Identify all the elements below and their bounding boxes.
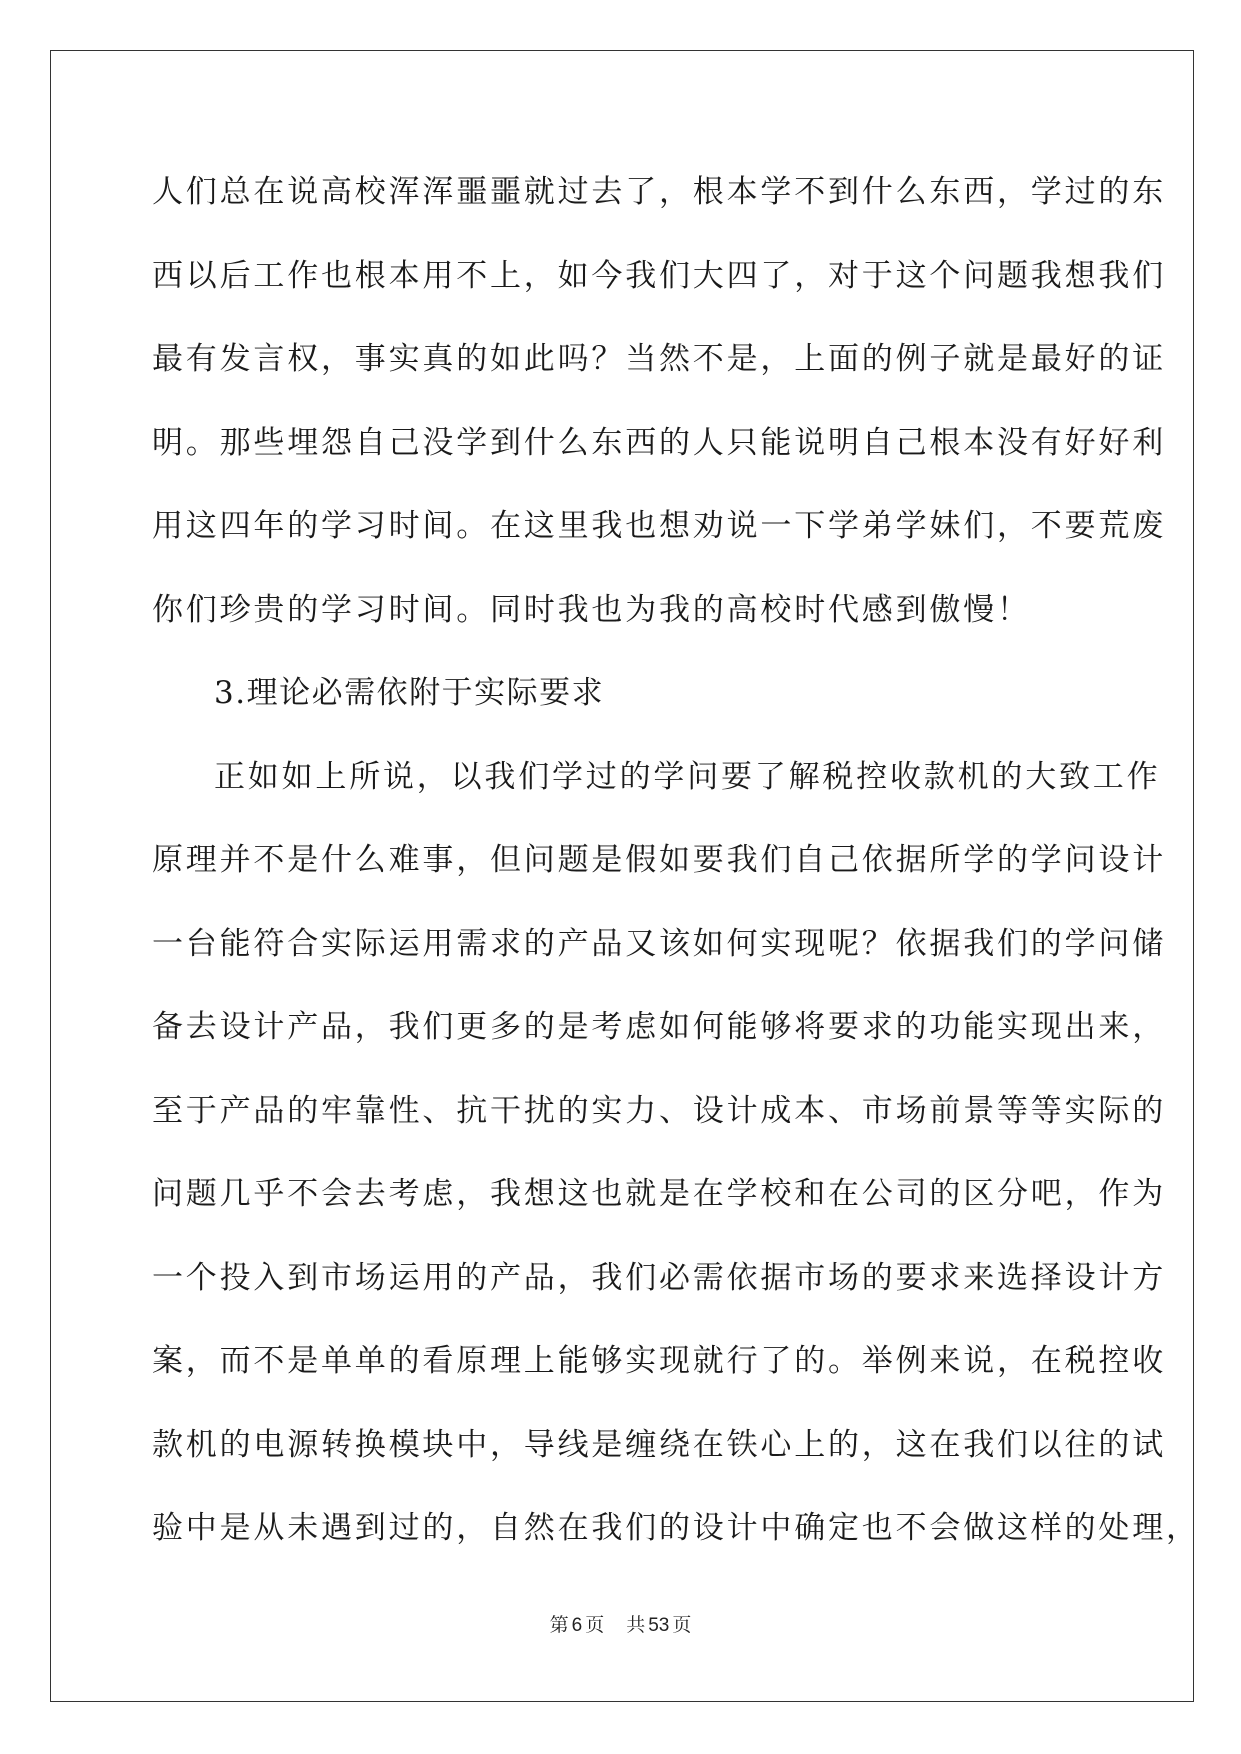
paragraph-line: 一台能符合实际运用需求的产品又该如何实现呢？依据我们的学问储 bbox=[152, 925, 1166, 962]
paragraph-line: 原理并不是什么难事，但问题是假如要我们自己依据所学的学问设计 bbox=[152, 842, 1166, 878]
page-suffix: 页 bbox=[585, 1614, 605, 1636]
paragraph-line: 你们珍贵的学习时间。同时我也为我的高校时代感到傲慢！ bbox=[152, 591, 1031, 628]
paragraph-line: 款机的电源转换模块中，导线是缠绕在铁心上的，这在我们以往的试 bbox=[152, 1426, 1166, 1463]
paragraph-line: 明。那些埋怨自己没学到什么东西的人只能说明自己根本没有好好利 bbox=[152, 424, 1166, 461]
total-pages: 53 bbox=[648, 1615, 670, 1636]
paragraph-line: 西以后工作也根本用不上，如今我们大四了，对于这个问题我想我们 bbox=[152, 257, 1166, 294]
paragraph-line: 验中是从未遇到过的，自然在我们的设计中确定也不会做这样的处理， bbox=[152, 1510, 1200, 1546]
paragraph-line: 案，而不是单单的看原理上能够实现就行了的。举例来说，在税控收 bbox=[152, 1343, 1166, 1379]
paragraph-line: 人们总在说高校浑浑噩噩就过去了，根本学不到什么东西，学过的东 bbox=[152, 174, 1166, 210]
page-footer bbox=[0, 1610, 1241, 1637]
paragraph-line: 用这四年的学习时间。在这里我也想劝说一下学弟学妹们，不要荒废 bbox=[152, 508, 1166, 544]
total-prefix: 共 bbox=[626, 1614, 646, 1636]
paragraph-first-line: 正如如上所说，以我们学过的学问要了解税控收款机的大致工作 bbox=[214, 758, 1161, 795]
paragraph-line: 至于产品的牢靠性、抗干扰的实力、设计成本、市场前景等等实际的 bbox=[152, 1092, 1166, 1129]
section-heading: 3.理论必需依附于实际要求 bbox=[214, 675, 605, 711]
document-body bbox=[152, 160, 1200, 1580]
paragraph-line: 备去设计产品，我们更多的是考虑如何能够将要求的功能实现出来， bbox=[152, 1009, 1166, 1045]
paragraph-line: 一个投入到市场运用的产品，我们必需依据市场的要求来选择设计方 bbox=[152, 1259, 1166, 1296]
paragraph-line: 问题几乎不会去考虑，我想这也就是在学校和在公司的区分吧，作为 bbox=[152, 1176, 1166, 1212]
page-prefix: 第 bbox=[549, 1614, 569, 1636]
total-suffix: 页 bbox=[672, 1614, 692, 1636]
paragraph-line: 最有发言权，事实真的如此吗？当然不是，上面的例子就是最好的证 bbox=[152, 341, 1166, 377]
page-number: 6 bbox=[571, 1615, 583, 1636]
